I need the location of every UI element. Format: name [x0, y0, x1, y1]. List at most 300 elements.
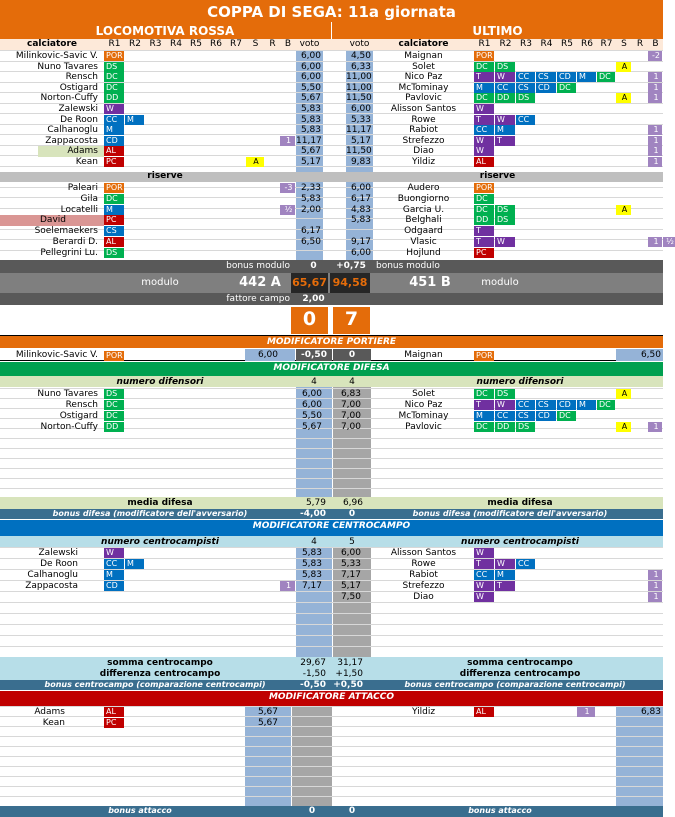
cc-name: Strefezzo: [402, 581, 445, 591]
role-badge: T: [474, 400, 494, 410]
role-badge: DS: [516, 422, 535, 432]
player-name: Ostigard: [59, 82, 98, 93]
player-row-away: [330, 183, 663, 194]
player-row-away: [330, 125, 663, 136]
role-badge: CD: [536, 83, 556, 93]
role-badge: M: [495, 570, 515, 580]
player-vote: 9,83: [350, 157, 371, 167]
player-row-home: [0, 115, 330, 126]
bonus-modulo-away: +0,75: [336, 261, 366, 271]
col-header: R4: [170, 39, 182, 49]
col-header: R: [269, 39, 276, 49]
away-def-count: 4: [349, 377, 355, 387]
col-header: R7: [600, 39, 613, 49]
col-header: R2: [499, 39, 512, 49]
att-name: Adams: [34, 707, 65, 717]
player-vote: 6,00: [300, 61, 321, 72]
role-badge: DC: [474, 194, 494, 204]
home-modulo: 442 A: [239, 275, 281, 290]
role-badge: DD: [104, 93, 124, 103]
sub-badge: A: [616, 205, 631, 215]
bonus-modulo-label: bonus modulo: [376, 261, 440, 271]
portiere-away-name: Maignan: [404, 350, 443, 360]
att-vote: 5,67: [257, 718, 278, 728]
player-row-away: [330, 72, 663, 83]
away-modulo: 451 B: [409, 275, 451, 290]
media-label: media difesa: [487, 498, 553, 508]
role-badge: DD: [495, 93, 515, 103]
modificatore-difesa-title: MODIFICATORE DIFESA: [273, 363, 390, 373]
grid-line: [0, 458, 663, 459]
home-total: 65,67: [292, 276, 327, 289]
role-badge: DC: [104, 411, 124, 421]
grid-line: [0, 746, 663, 747]
player-vote: 11,50: [346, 93, 372, 104]
somma-label: somma centrocampo: [467, 658, 573, 668]
player-name: Zappacosta: [45, 135, 98, 146]
role-badge: T: [495, 136, 515, 146]
role-badge: DC: [104, 400, 124, 410]
role-badge: DS: [104, 248, 124, 258]
player-vote: 9,17: [350, 237, 371, 247]
player-name: Alisson Santos: [390, 104, 457, 114]
player-row-home: [0, 51, 330, 62]
role-badge: CC: [474, 570, 494, 580]
away-somma: 31,17: [337, 658, 363, 668]
player-vote: 6,50: [300, 237, 321, 247]
home-somma: 29,67: [300, 658, 326, 668]
player-name: David: [40, 215, 66, 226]
role-badge: DC: [474, 422, 494, 432]
role-badge: W: [495, 237, 515, 247]
grid-line: [0, 448, 663, 449]
bonus-badge: -2: [648, 51, 662, 61]
grid-line: [0, 488, 663, 489]
col-header: R2: [129, 39, 141, 49]
col-header: voto: [349, 39, 370, 49]
sub-badge: A: [616, 62, 631, 72]
cc-vote: 5,17: [340, 581, 361, 591]
player-name: Zalewski: [58, 104, 98, 114]
role-badge: PC: [104, 215, 124, 225]
bonus-badge: 1: [648, 157, 662, 167]
col-header: R4: [540, 39, 553, 49]
cc-vote: 7,17: [340, 570, 361, 580]
player-name: Pellegrini Lu.: [40, 247, 98, 258]
grid-line: [0, 438, 663, 439]
player-name: De Roon: [60, 114, 98, 125]
grid-line: [0, 776, 663, 777]
player-vote: 5,83: [300, 125, 321, 136]
player-row-away: [330, 146, 663, 157]
col-header: R: [636, 39, 644, 49]
cc-vote: 7,50: [340, 592, 361, 602]
player-vote: 5,83: [300, 193, 321, 204]
player-vote: 6,00: [350, 104, 371, 114]
player-vote: 5,67: [300, 93, 321, 104]
role-badge: AL: [474, 157, 494, 167]
cc-name: Diao: [413, 592, 434, 602]
bonus-badge: 1: [648, 93, 662, 103]
role-badge: DS: [495, 205, 515, 215]
reserves-label: riserve: [479, 171, 516, 181]
away-score: 7: [344, 308, 359, 330]
role-badge: CC: [495, 83, 515, 93]
player-row-away: [330, 215, 663, 226]
col-header: R1: [108, 39, 121, 49]
def-name: Ostigard: [59, 411, 98, 421]
role-badge: AL: [104, 146, 124, 156]
player-row-away: [330, 226, 663, 237]
bonus-centro-label: bonus centrocampo (comparazione centrocampi): [44, 680, 266, 689]
role-badge: T: [474, 115, 494, 125]
cc-row: [0, 570, 663, 581]
media-label: media difesa: [127, 498, 193, 508]
role-badge: M: [104, 205, 124, 215]
player-name: Belghali: [405, 215, 442, 226]
player-vote: 5,17: [300, 157, 321, 167]
role-badge: T: [474, 72, 494, 82]
role-badge: DC: [474, 62, 494, 72]
away-diff: +1,50: [335, 669, 363, 679]
role-badge: DC: [474, 205, 494, 215]
cc-vote: 5,83: [301, 570, 322, 580]
reserves-label: riserve: [147, 171, 183, 181]
col-header: R1: [478, 39, 491, 49]
bonus-badge: 1: [648, 592, 662, 602]
diff-label: differenza centrocampo: [459, 669, 581, 679]
bonus-difesa-label: bonus difesa (modificatore dell'avversario): [412, 509, 608, 518]
bonus-badge: -3: [280, 183, 295, 193]
col-header: S: [621, 39, 627, 49]
away-total: 94,58: [332, 276, 368, 289]
role-badge: CD: [104, 581, 124, 591]
role-badge: W: [495, 400, 515, 410]
player-name: Garcia U.: [402, 204, 445, 215]
role-badge: AL: [104, 237, 124, 247]
player-name: Strefezzo: [402, 135, 445, 146]
def-name: Nuno Tavares: [37, 389, 98, 399]
grid-line: [0, 736, 663, 737]
def-vote: 7,00: [340, 400, 361, 410]
player-row-home: [0, 215, 330, 226]
col-header: R3: [149, 39, 162, 49]
player-vote: 2,33: [300, 183, 321, 193]
player-name: Adams: [67, 146, 98, 157]
role-badge: DC: [474, 93, 494, 103]
player-row-away: [330, 136, 663, 147]
role-badge: W: [474, 104, 494, 114]
home-def-count: 4: [311, 377, 317, 387]
role-badge: CS: [104, 226, 124, 236]
role-badge: CC: [516, 400, 535, 410]
cc-row: [0, 592, 663, 603]
cc-row: [0, 548, 663, 559]
modificatore-portiere-title: MODIFICATORE PORTIERE: [266, 337, 397, 347]
player-vote: 11,17: [296, 135, 322, 146]
cc-name: Zappacosta: [25, 581, 78, 591]
player-vote: 6,00: [350, 183, 371, 193]
player-name: Solet: [412, 61, 435, 72]
bonus-badge: 1: [648, 570, 662, 580]
grid-line: [0, 613, 663, 614]
col-header: voto: [299, 39, 320, 49]
role-badge: W: [104, 104, 124, 114]
role-badge: M: [495, 125, 515, 135]
def-name: Pavlovic: [405, 422, 442, 432]
bonus-badge: 1: [648, 146, 662, 156]
role-badge: CD: [557, 400, 576, 410]
player-vote: 6,00: [300, 72, 321, 83]
def-row: [0, 422, 663, 433]
home-media: 5,79: [305, 498, 326, 508]
player-row-away: [330, 194, 663, 205]
player-row-away: [330, 83, 663, 94]
diff-label: differenza centrocampo: [99, 669, 221, 679]
bonus-badge: ½: [663, 237, 675, 247]
att-vote: 5,67: [257, 707, 278, 717]
player-name: Hojlund: [406, 247, 441, 258]
role-badge: W: [495, 115, 515, 125]
player-row-home: [0, 226, 330, 237]
role-badge: POR: [106, 351, 123, 360]
def-vote: 5,67: [301, 422, 322, 432]
player-name: Maignan: [404, 51, 443, 61]
sub-badge: A: [246, 157, 264, 167]
col-header: R5: [190, 39, 202, 49]
player-vote: 11,00: [346, 82, 372, 93]
role-badge: AL: [104, 707, 124, 717]
player-vote: 5,83: [350, 215, 371, 226]
home-score: 0: [302, 308, 317, 330]
player-vote: 5,17: [350, 135, 371, 146]
sub-badge: A: [616, 93, 631, 103]
role-badge: CS: [516, 411, 535, 421]
role-badge: CD: [557, 72, 576, 82]
player-row-away: [330, 51, 663, 62]
col-header: B: [284, 39, 292, 49]
col-header: calciatore: [398, 39, 449, 49]
grid-line: [0, 468, 663, 469]
player-row-home: [0, 93, 330, 104]
role-badge: CD: [104, 136, 124, 146]
player-row-home: [0, 136, 330, 147]
player-vote: 11,50: [346, 146, 372, 157]
home-bonus-attacco: 0: [308, 806, 316, 816]
grid-line: [0, 624, 663, 625]
role-badge: CC: [516, 72, 535, 82]
role-badge: CD: [536, 411, 556, 421]
player-row-home: [0, 183, 330, 194]
col-header: R5: [561, 39, 573, 49]
grid-line: [0, 478, 663, 479]
away-bonus-difesa: 0: [348, 509, 356, 519]
col-header: R3: [520, 39, 532, 49]
bonus-badge: ½: [280, 205, 295, 215]
away-cc-count: 5: [349, 537, 355, 547]
fattore-value: 2,00: [302, 294, 325, 304]
player-row-home: [0, 104, 330, 115]
bonus-badge: 1: [648, 422, 662, 432]
role-badge: CC: [104, 115, 124, 125]
home-team-name: LOCOMOTIVA ROSSA: [95, 24, 235, 38]
col-header: S: [252, 39, 259, 49]
def-name: Nico Paz: [404, 400, 443, 410]
col-header: R6: [581, 39, 593, 49]
player-row-home: [0, 62, 330, 73]
player-row-home: [0, 125, 330, 136]
away-team-name: ULTIMO: [472, 24, 523, 38]
player-name: Norton-Cuffy: [40, 93, 98, 104]
role-badge: POR: [106, 183, 123, 192]
player-name: Odgaard: [404, 226, 443, 237]
role-badge: M: [474, 411, 494, 421]
player-row-away: [330, 62, 663, 73]
cc-vote: 6,00: [340, 548, 361, 558]
player-name: Nuno Tavares: [37, 61, 98, 72]
role-badge: PC: [104, 718, 124, 728]
role-badge: DS: [104, 62, 124, 72]
role-badge: CC: [104, 559, 124, 569]
role-badge: PC: [474, 248, 494, 258]
player-row-home: [0, 194, 330, 205]
cc-name: Zalewski: [38, 548, 78, 558]
player-row-away: [330, 205, 663, 216]
def-row: [0, 411, 663, 422]
player-row-away: [330, 115, 663, 126]
fattore-bar: [0, 293, 663, 305]
cc-row: [0, 559, 663, 570]
role-badge: T: [495, 581, 515, 591]
cc-vote: 5,83: [301, 548, 322, 558]
role-badge: DC: [557, 83, 576, 93]
player-vote: 2,00: [300, 204, 321, 215]
home-bonus-centro: -0,50: [300, 680, 326, 690]
page-title: COPPA DI SEGA: 11a giornata: [207, 3, 456, 21]
player-name: Rowe: [411, 114, 436, 125]
home-cc-count: 4: [311, 537, 317, 547]
role-badge: DS: [495, 215, 515, 225]
role-badge: T: [474, 226, 494, 236]
modificatore-attacco-title: MODIFICATORE ATTACCO: [268, 692, 395, 702]
player-row-home: [0, 72, 330, 83]
role-badge: DS: [495, 62, 515, 72]
role-badge: W: [104, 548, 124, 558]
role-badge: POR: [476, 51, 493, 60]
grid-line: [0, 646, 663, 647]
role-badge: DD: [474, 215, 494, 225]
role-badge: CC: [495, 411, 515, 421]
role-badge: POR: [476, 183, 493, 192]
portiere-home-vote: 6,00: [257, 350, 278, 360]
player-row-away: [330, 248, 663, 259]
cc-name: De Roon: [40, 559, 78, 569]
bonus-modulo-label: bonus modulo: [226, 261, 290, 271]
col-header: R6: [210, 39, 222, 49]
player-row-home: [0, 157, 330, 168]
player-vote: 5,67: [300, 146, 321, 157]
player-vote: 6,00: [350, 247, 371, 258]
def-row: [0, 400, 663, 411]
bonus-badge: 1: [648, 83, 662, 93]
modulo-label: modulo: [481, 277, 519, 288]
player-name: Kean: [75, 157, 98, 167]
role-badge: DC: [104, 194, 124, 204]
role-badge: POR: [476, 351, 493, 360]
player-vote: 6,00: [300, 51, 321, 61]
role-badge: CS: [536, 72, 556, 82]
centrocampisti-label: numero centrocampisti: [461, 537, 579, 547]
grid-line: [0, 786, 663, 787]
role-badge: M: [577, 72, 596, 82]
role-badge: DC: [557, 411, 576, 421]
player-row-home: [0, 237, 330, 248]
role-badge: DC: [104, 83, 124, 93]
centrocampisti-label: numero centrocampisti: [101, 537, 219, 547]
role-badge: CC: [516, 115, 535, 125]
bonus-badge: 1: [648, 581, 662, 591]
bonus-attacco-label: bonus attacco: [468, 806, 532, 815]
difensori-label: numero difensori: [116, 377, 204, 387]
player-row-home: [0, 248, 330, 259]
home-bonus-difesa: -4,00: [300, 509, 326, 519]
bonus-difesa-label: bonus difesa (modificatore dell'avversario): [52, 509, 248, 518]
modulo-label: modulo: [141, 277, 179, 288]
player-row-away: [330, 157, 663, 168]
portiere-away-vote: 6,50: [640, 350, 661, 360]
somma-label: somma centrocampo: [107, 658, 213, 668]
att-name: Yildiz: [411, 707, 436, 717]
col-header: B: [652, 39, 659, 49]
col-header: R7: [230, 39, 242, 49]
bonus-centro-label: bonus centrocampo (comparazione centrocampi): [404, 680, 626, 689]
def-name: McTominay: [398, 411, 449, 421]
role-badge: M: [577, 400, 596, 410]
sub-badge: A: [616, 389, 631, 399]
portiere-away-mod: 0: [348, 350, 356, 360]
role-badge: DC: [474, 389, 494, 399]
player-row-home: [0, 83, 330, 94]
cc-name: Alisson Santos: [390, 548, 457, 558]
grid-line: [0, 766, 663, 767]
bonus-attacco-label: bonus attacco: [108, 806, 172, 815]
role-badge: W: [474, 136, 494, 146]
role-badge: W: [474, 581, 494, 591]
bonus-badge: 1: [648, 136, 662, 146]
player-vote: 11,17: [346, 125, 372, 136]
player-name: Locatelli: [60, 204, 98, 215]
role-badge: W: [474, 548, 494, 558]
role-badge: DC: [104, 72, 124, 82]
cc-name: Calhanoglu: [27, 570, 78, 580]
grid-line: [0, 635, 663, 636]
player-vote: 5,33: [350, 114, 371, 125]
player-name: Nico Paz: [404, 72, 443, 83]
role-badge: POR: [106, 51, 123, 60]
role-badge: CS: [536, 400, 556, 410]
player-name: Paleari: [67, 183, 98, 193]
def-vote: 6,00: [301, 400, 322, 410]
player-vote: 6,33: [350, 61, 371, 72]
cc-vote: 5,33: [340, 559, 361, 569]
player-name: McTominay: [398, 82, 449, 93]
def-vote: 7,00: [340, 411, 361, 421]
att-vote: 6,83: [640, 707, 661, 717]
role-badge: CC: [474, 125, 494, 135]
att-name: Kean: [42, 718, 65, 728]
player-vote: 5,50: [300, 82, 321, 93]
player-row-away: [330, 237, 674, 248]
